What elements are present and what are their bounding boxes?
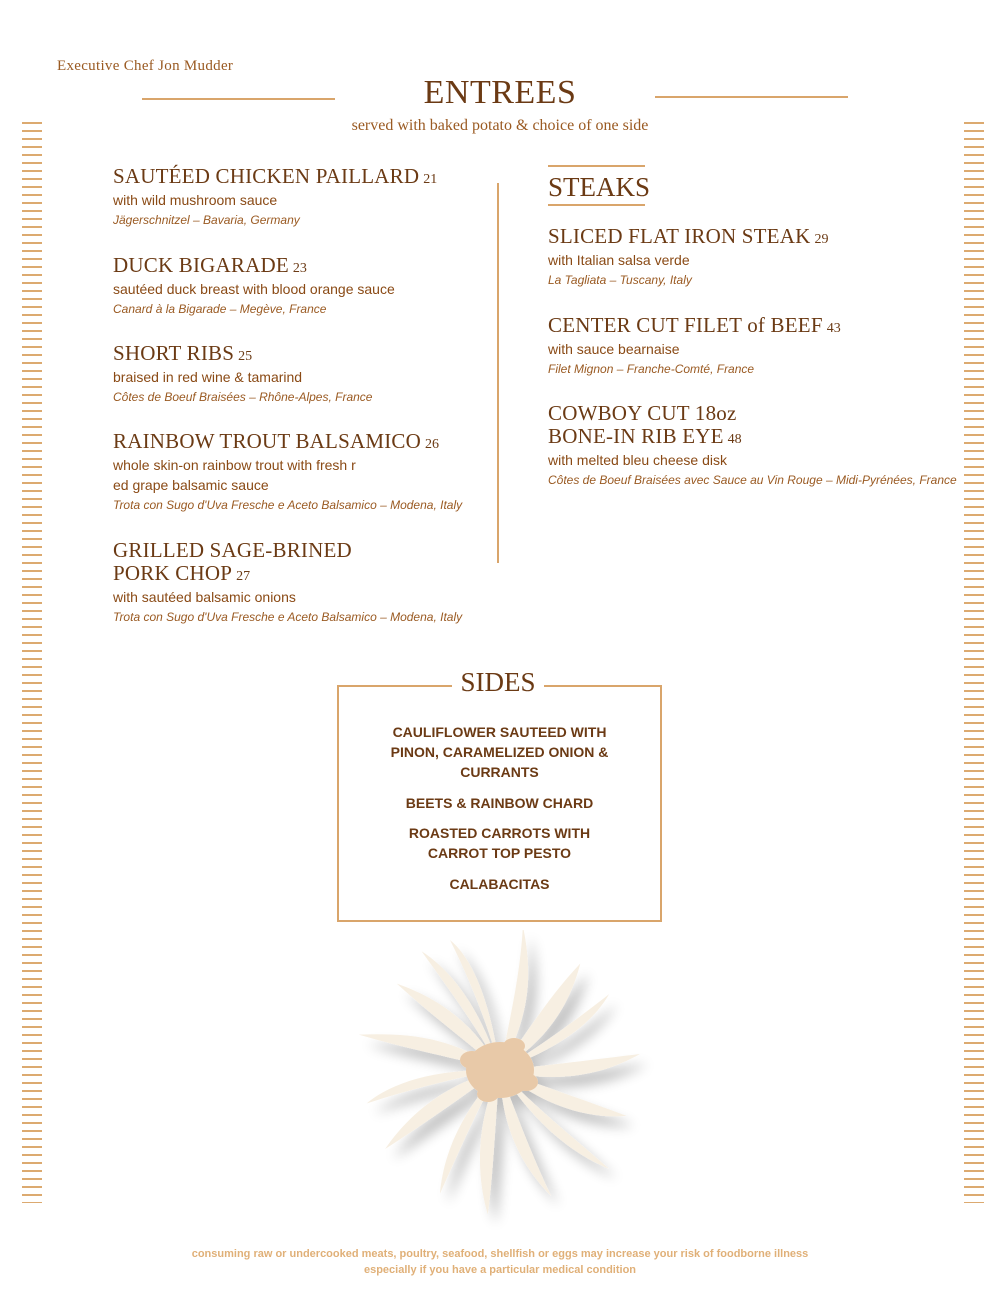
title-rule-right <box>655 96 848 98</box>
side-item-line: CAULIFLOWER SAUTEED WITH <box>392 724 607 740</box>
side-item-line: ROASTED CARROTS WITH <box>408 825 591 841</box>
steak-name: CENTER CUT FILET of BEEF <box>548 313 823 337</box>
steak-price: 48 <box>727 432 742 447</box>
entree-item <box>113 430 462 514</box>
entree-name: RAINBOW TROUT BALSAMICO <box>113 429 421 453</box>
entree-name-line: GRILLED SAGE-BRINED <box>113 538 352 562</box>
entree-item <box>113 165 437 229</box>
entree-name: SAUTÉED CHICKEN PAILLARD <box>113 164 420 188</box>
steaks-rule-bottom <box>548 204 645 206</box>
entree-price: 27 <box>236 569 251 584</box>
page-title: ENTREES <box>423 74 577 111</box>
entree-origin: Côtes de Boeuf Braisées – Rhône-Alpes, France <box>113 390 373 404</box>
steak-description: with Italian salsa verde <box>548 252 690 268</box>
entree-price: 23 <box>292 261 307 276</box>
left-stripe-border <box>22 122 42 1203</box>
steak-name: SLICED FLAT IRON STEAK <box>548 224 811 248</box>
entree-description: with sautéed balsamic onions <box>113 589 296 605</box>
side-item <box>337 793 662 813</box>
entree-name: DUCK BIGARADE <box>113 253 289 277</box>
entree-origin: Trota con Sugo d'Uva Fresche e Aceto Balsamico – Modena, Italy <box>113 498 463 512</box>
steak-price: 29 <box>814 232 829 247</box>
steak-price: 43 <box>826 321 841 336</box>
column-divider <box>497 183 499 563</box>
entree-name: SHORT RIBS <box>113 341 235 365</box>
side-item <box>337 722 662 782</box>
entree-price: 21 <box>423 172 438 187</box>
side-item-line: CARROT TOP PESTO <box>427 845 572 861</box>
entree-name-line: PORK CHOP <box>113 561 233 585</box>
executive-chef-credit: Executive Chef Jon Mudder <box>57 58 234 74</box>
entree-description-line: whole skin-on rainbow trout with fresh r <box>113 457 356 473</box>
steak-item <box>548 402 957 489</box>
entree-item <box>113 539 462 626</box>
title-rule-left <box>142 98 335 100</box>
steak-item <box>548 314 841 378</box>
side-item <box>337 874 662 894</box>
entree-item <box>113 342 372 406</box>
sides-heading: SIDES <box>452 667 544 698</box>
entree-description: with wild mushroom sauce <box>113 192 278 208</box>
steaks-rule-top <box>548 165 645 167</box>
decorative-flower-icon <box>330 930 680 1250</box>
entree-price: 25 <box>238 349 253 364</box>
steaks-heading: STEAKS <box>548 172 651 202</box>
health-advisory <box>0 1246 1000 1278</box>
page-subtitle: served with baked potato & choice of one side <box>351 117 649 134</box>
entree-item <box>113 254 395 318</box>
health-advisory-line: especially if you have a particular medical condition <box>363 1264 637 1276</box>
entree-origin: Canard à la Bigarade – Megève, France <box>113 302 327 316</box>
steak-origin: La Tagliata – Tuscany, Italy <box>548 273 692 287</box>
steak-name-line: BONE-IN RIB EYE <box>548 424 724 448</box>
steak-description: with sauce bearnaise <box>548 341 680 357</box>
steak-origin: Filet Mignon – Franche-Comté, France <box>548 362 755 376</box>
entree-origin: Jägerschnitzel – Bavaria, Germany <box>113 213 300 227</box>
side-item-line: CALABACITAS <box>449 876 550 892</box>
entree-description: braised in red wine & tamarind <box>113 369 303 385</box>
steak-origin: Côtes de Boeuf Braisées avec Sauce au Vin Rouge – Midi-Pyrénées, France <box>548 473 957 487</box>
side-item-line: PINON, CARAMELIZED ONION & <box>390 744 609 760</box>
health-advisory-line: consuming raw or undercooked meats, poultry, seafood, shellfish or eggs may increase your risk of foodborne illness <box>191 1248 809 1260</box>
right-stripe-border <box>964 122 984 1203</box>
entree-price: 26 <box>424 437 439 452</box>
entree-description: sautéed duck breast with blood orange sauce <box>113 281 395 297</box>
side-item <box>337 823 662 863</box>
entree-description-line: ed grape balsamic sauce <box>113 477 269 493</box>
entree-origin: Trota con Sugo d'Uva Fresche e Aceto Balsamico – Modena, Italy <box>113 610 463 624</box>
steak-name-line: COWBOY CUT 18oz <box>548 401 737 425</box>
steak-description: with melted bleu cheese disk <box>548 452 727 468</box>
side-item-line: CURRANTS <box>460 764 539 780</box>
side-item-line: BEETS & RAINBOW CHARD <box>405 795 594 811</box>
steak-item <box>548 225 828 289</box>
